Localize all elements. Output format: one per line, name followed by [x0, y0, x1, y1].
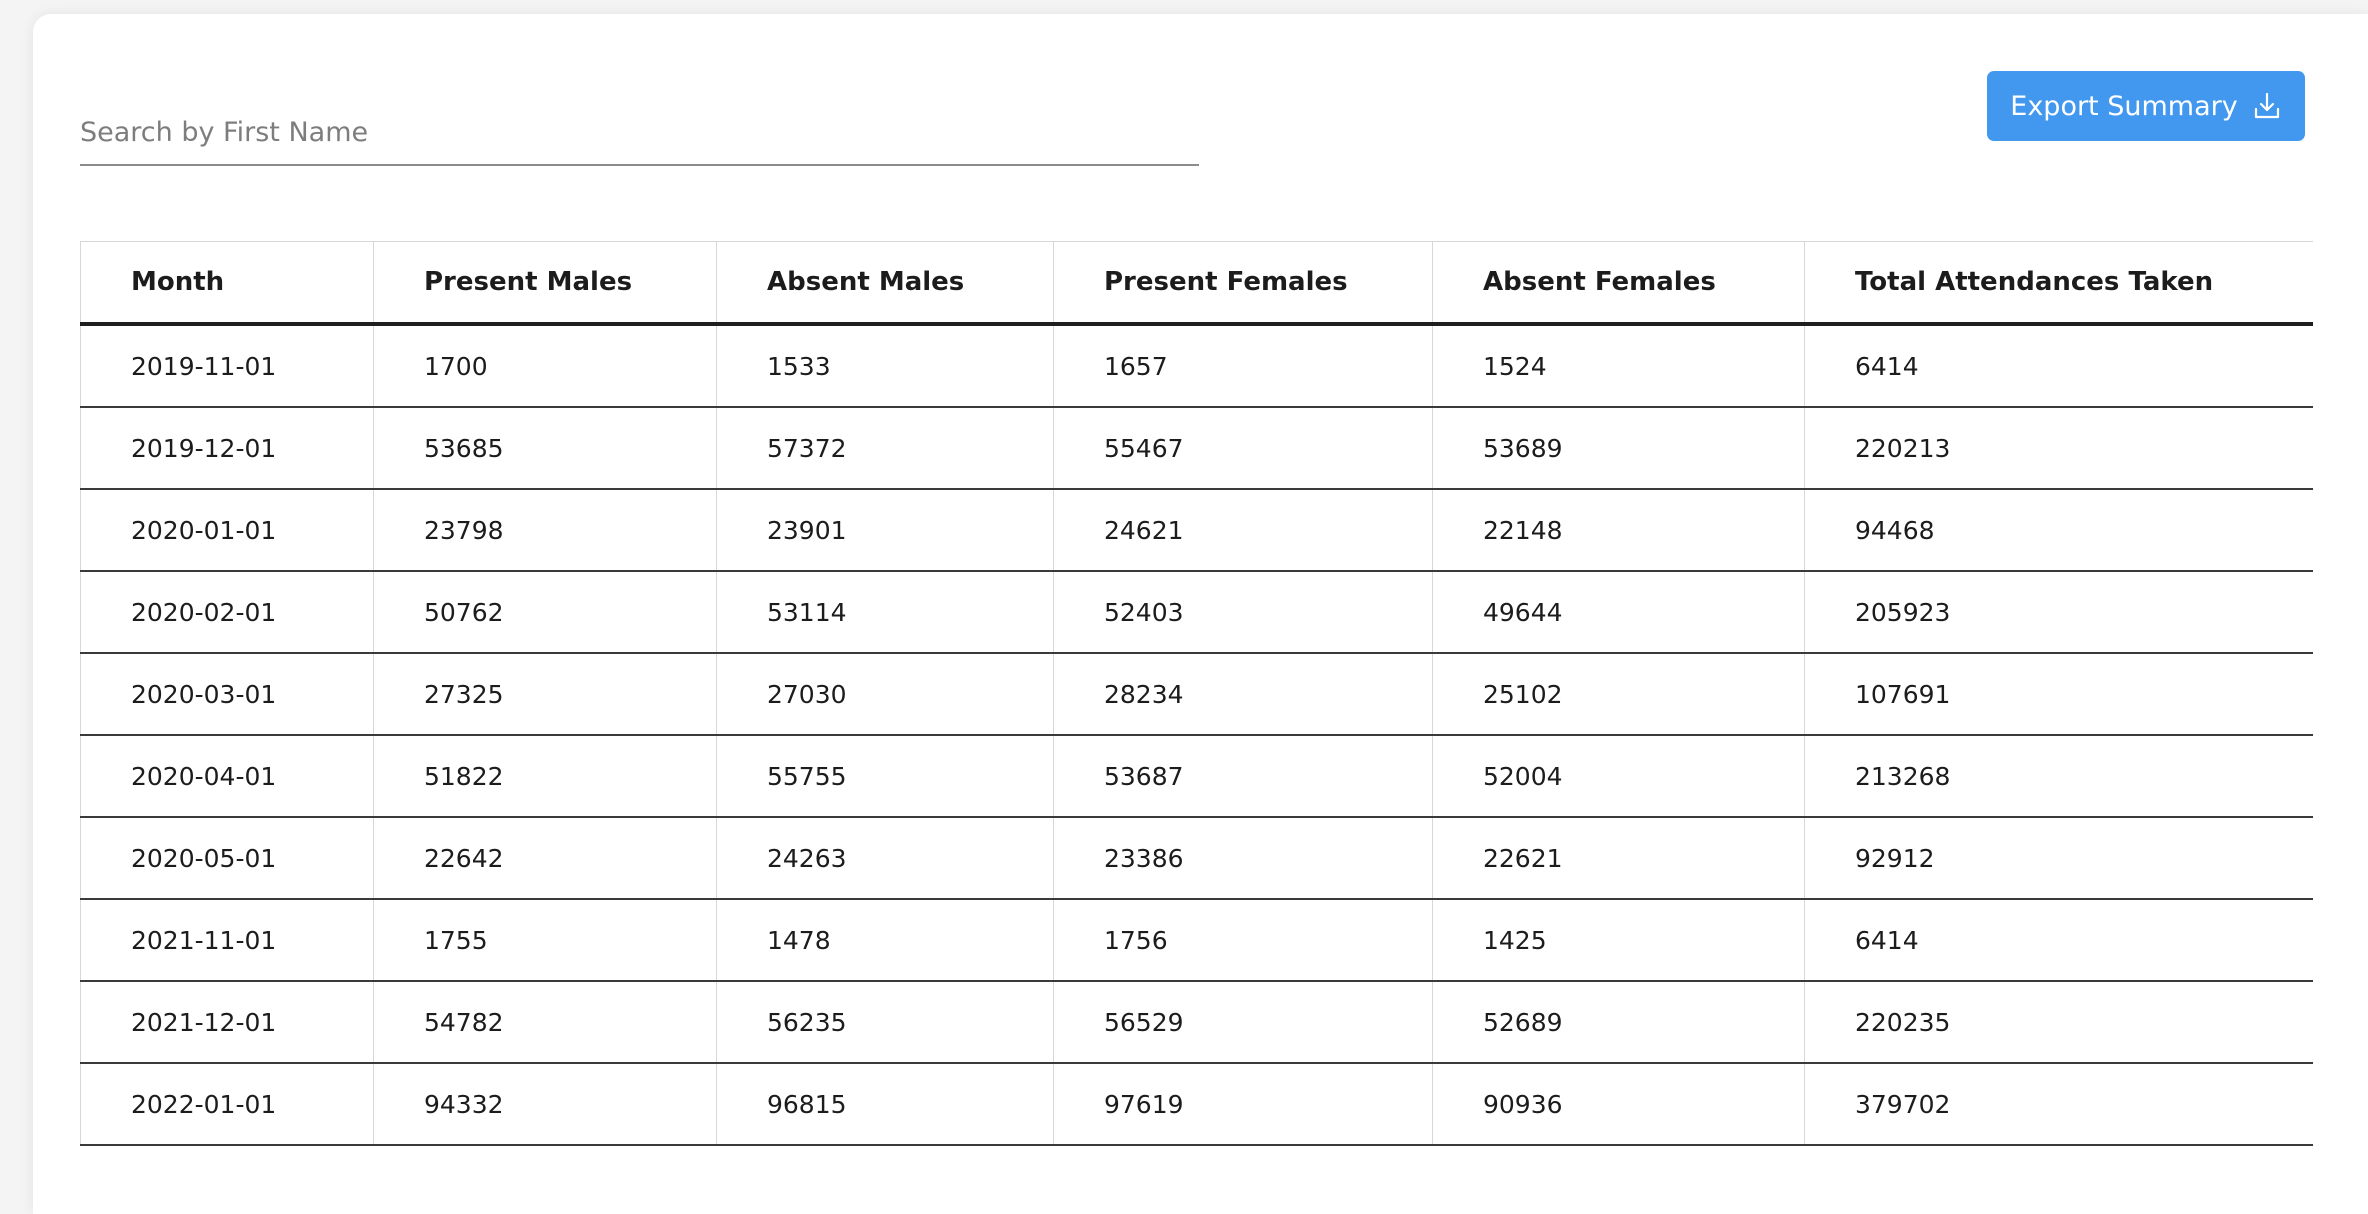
table-row [81, 1063, 2314, 1145]
column-header-month[interactable]: Month [81, 242, 374, 325]
download-icon [2252, 91, 2282, 121]
column-header-total-attendances[interactable]: Total Attendances Taken [1805, 242, 2314, 325]
cell-absent-males: 1478 [717, 899, 1054, 981]
cell-present-females: 1657 [1054, 324, 1433, 407]
cell-present-females: 52403 [1054, 571, 1433, 653]
cell-absent-females: 22148 [1433, 489, 1805, 571]
cell-total-attendances: 94468 [1805, 489, 2314, 571]
cell-total-attendances: 220235 [1805, 981, 2314, 1063]
cell-present-males: 1700 [374, 324, 717, 407]
cell-absent-females: 22621 [1433, 817, 1805, 899]
cell-total-attendances: 6414 [1805, 324, 2314, 407]
cell-absent-males: 53114 [717, 571, 1054, 653]
cell-month: 2020-01-01 [81, 489, 374, 571]
cell-month: 2020-04-01 [81, 735, 374, 817]
cell-total-attendances: 6414 [1805, 899, 2314, 981]
cell-absent-females: 52689 [1433, 981, 1805, 1063]
cell-absent-females: 1524 [1433, 324, 1805, 407]
cell-absent-males: 27030 [717, 653, 1054, 735]
table-row [81, 981, 2314, 1063]
column-header-present-males[interactable]: Present Males [374, 242, 717, 325]
cell-absent-females: 52004 [1433, 735, 1805, 817]
cell-total-attendances: 220213 [1805, 407, 2314, 489]
cell-absent-males: 23901 [717, 489, 1054, 571]
cell-present-females: 1756 [1054, 899, 1433, 981]
cell-present-females: 23386 [1054, 817, 1433, 899]
cell-month: 2020-03-01 [81, 653, 374, 735]
export-summary-label: Export Summary [2010, 90, 2238, 122]
cell-month: 2019-12-01 [81, 407, 374, 489]
table-row [81, 653, 2314, 735]
summary-card [33, 14, 2368, 1214]
cell-month: 2021-11-01 [81, 899, 374, 981]
cell-absent-females: 25102 [1433, 653, 1805, 735]
cell-absent-males: 57372 [717, 407, 1054, 489]
attendance-summary-table [80, 241, 2313, 1146]
cell-total-attendances: 92912 [1805, 817, 2314, 899]
export-summary-button[interactable] [1987, 71, 2305, 141]
cell-present-females: 28234 [1054, 653, 1433, 735]
table-row [81, 735, 2314, 817]
cell-absent-females: 49644 [1433, 571, 1805, 653]
cell-present-males: 22642 [374, 817, 717, 899]
column-header-absent-males[interactable]: Absent Males [717, 242, 1054, 325]
attendance-table-container [80, 241, 2313, 1159]
table-row [81, 817, 2314, 899]
table-header-row [81, 242, 2314, 325]
cell-total-attendances: 213268 [1805, 735, 2314, 817]
column-header-absent-females[interactable]: Absent Females [1433, 242, 1805, 325]
cell-total-attendances: 205923 [1805, 571, 2314, 653]
table-row [81, 407, 2314, 489]
cell-present-females: 55467 [1054, 407, 1433, 489]
column-header-present-females[interactable]: Present Females [1054, 242, 1433, 325]
cell-present-males: 94332 [374, 1063, 717, 1145]
table-row [81, 489, 2314, 571]
search-input[interactable] [80, 112, 1199, 152]
table-row [81, 571, 2314, 653]
cell-present-males: 1755 [374, 899, 717, 981]
cell-present-males: 53685 [374, 407, 717, 489]
cell-present-females: 53687 [1054, 735, 1433, 817]
cell-present-females: 97619 [1054, 1063, 1433, 1145]
cell-present-males: 50762 [374, 571, 717, 653]
cell-absent-males: 1533 [717, 324, 1054, 407]
cell-absent-females: 90936 [1433, 1063, 1805, 1145]
cell-present-males: 23798 [374, 489, 717, 571]
cell-month: 2019-11-01 [81, 324, 374, 407]
cell-month: 2022-01-01 [81, 1063, 374, 1145]
cell-total-attendances: 379702 [1805, 1063, 2314, 1145]
cell-present-females: 24621 [1054, 489, 1433, 571]
search-field [80, 98, 1199, 166]
cell-absent-males: 24263 [717, 817, 1054, 899]
cell-month: 2020-05-01 [81, 817, 374, 899]
cell-total-attendances: 107691 [1805, 653, 2314, 735]
cell-present-males: 54782 [374, 981, 717, 1063]
cell-month: 2021-12-01 [81, 981, 374, 1063]
cell-absent-males: 96815 [717, 1063, 1054, 1145]
cell-absent-females: 53689 [1433, 407, 1805, 489]
cell-present-females: 56529 [1054, 981, 1433, 1063]
table-row [81, 324, 2314, 407]
cell-absent-males: 55755 [717, 735, 1054, 817]
cell-present-males: 27325 [374, 653, 717, 735]
table-row [81, 899, 2314, 981]
cell-present-males: 51822 [374, 735, 717, 817]
cell-absent-males: 56235 [717, 981, 1054, 1063]
cell-month: 2020-02-01 [81, 571, 374, 653]
cell-absent-females: 1425 [1433, 899, 1805, 981]
